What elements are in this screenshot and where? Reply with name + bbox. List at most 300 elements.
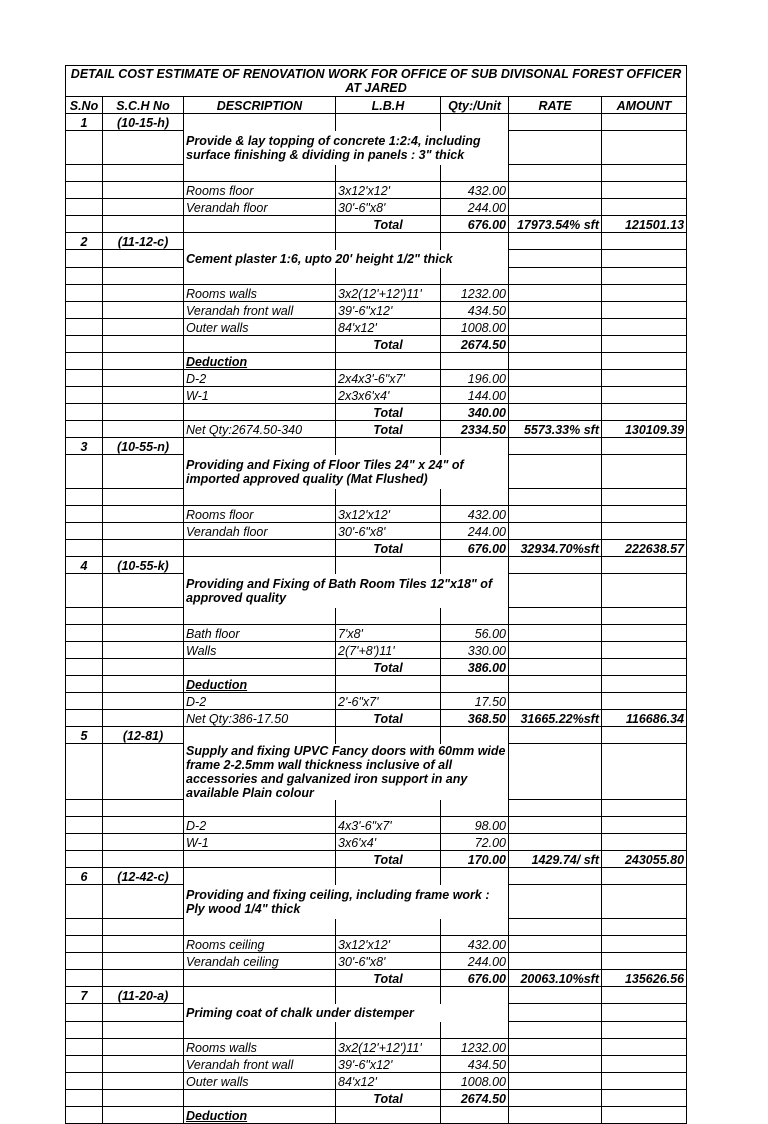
item-number: 1 [66,114,103,131]
sno-cell [66,608,103,625]
sch-cell [103,1090,184,1107]
description-cell [184,489,336,506]
amount-cell [602,1039,687,1056]
measurement-qty: 98.00 [441,817,509,834]
deduction-lbh: 2'-6"x7' [336,693,441,710]
measurement-row [66,834,687,851]
amount-cell [602,676,687,693]
deduction-row [66,370,687,387]
total-qty: 368.50 [441,710,509,727]
sch-cell [103,489,184,506]
amount-cell [602,817,687,834]
item-rate: 20063.10%sft [509,970,602,987]
sno-cell [66,302,103,319]
rate-cell [509,625,602,642]
amount-cell [602,268,687,285]
header-sno: S.No [66,97,103,114]
item-amount: 130109.39 [602,421,687,438]
lbh-cell [336,233,441,250]
sch-cell [103,216,184,233]
item-header-row [66,114,687,131]
sno-cell [66,455,103,489]
deduction-lbh: 2x3x6'x4' [336,387,441,404]
amount-cell [602,302,687,319]
lbh-cell [336,676,441,693]
item-description-row [66,250,687,268]
rate-cell [509,1056,602,1073]
item-amount: 135626.56 [602,970,687,987]
sch-cell [103,608,184,625]
rate-cell [509,727,602,744]
qty-cell [441,987,509,1004]
sno-cell [66,216,103,233]
spacer-row [66,268,687,285]
amount-cell [602,506,687,523]
qty-cell [441,800,509,817]
net-qty-note: Net Qty:2674.50-340 [184,421,336,438]
measurement-description: Outer walls [184,1073,336,1090]
description-cell [184,114,336,131]
amount-cell [602,1056,687,1073]
spacer-row [66,800,687,817]
description-cell [184,987,336,1004]
item-amount: 116686.34 [602,710,687,727]
sch-cell [103,693,184,710]
measurement-description: Outer walls [184,319,336,336]
schedule-number: (12-81) [103,727,184,744]
item-description-row [66,1004,687,1022]
description-cell [184,233,336,250]
sno-cell [66,421,103,438]
measurement-description: Rooms floor [184,182,336,199]
lbh-cell [336,868,441,885]
amount-cell [602,489,687,506]
schedule-number: (11-12-c) [103,233,184,250]
subtotal-qty: 386.00 [441,659,509,676]
sch-cell [103,1073,184,1090]
sch-cell [103,404,184,421]
deduction-qty: 144.00 [441,387,509,404]
sch-cell [103,970,184,987]
net-qty-note: Net Qty:386-17.50 [184,710,336,727]
measurement-qty: 56.00 [441,625,509,642]
sch-cell [103,953,184,970]
lbh-cell [336,727,441,744]
sno-cell [66,336,103,353]
deduction-heading-row [66,1107,687,1124]
description-cell [184,438,336,455]
sch-cell [103,165,184,182]
deduction-description: W-1 [184,387,336,404]
measurement-qty: 1008.00 [441,319,509,336]
measurement-lbh: 3x12'x12' [336,506,441,523]
measurement-description: Verandah ceiling [184,953,336,970]
sch-cell [103,523,184,540]
rate-cell [509,608,602,625]
qty-cell [441,114,509,131]
rate-cell [509,557,602,574]
amount-cell [602,336,687,353]
total-qty: 170.00 [441,851,509,868]
rate-cell [509,233,602,250]
sch-cell [103,574,184,608]
measurement-description: Verandah front wall [184,302,336,319]
item-header-row [66,868,687,885]
sch-cell [103,455,184,489]
measurement-qty: 1232.00 [441,285,509,302]
measurement-lbh: 30'-6"x8' [336,953,441,970]
measurement-row [66,1039,687,1056]
sno-cell [66,489,103,506]
measurement-qty: 434.50 [441,1056,509,1073]
sch-cell [103,659,184,676]
amount-cell [602,987,687,1004]
item-description: Providing and Fixing of Floor Tiles 24" x 24" of imported approved quality (Mat Flushed) [184,455,509,489]
item-header-row [66,233,687,250]
rate-cell [509,676,602,693]
item-amount: 243055.80 [602,851,687,868]
qty-cell [441,1107,509,1124]
amount-cell [602,404,687,421]
header-rate: RATE [509,97,602,114]
sno-cell [66,182,103,199]
description-cell [184,659,336,676]
measurement-qty: 1008.00 [441,1073,509,1090]
sch-cell [103,710,184,727]
amount-cell [602,353,687,370]
rate-cell [509,353,602,370]
description-cell [184,1022,336,1039]
total-label: Total [336,659,441,676]
description-cell [184,1090,336,1107]
amount-cell [602,557,687,574]
measurement-qty: 330.00 [441,642,509,659]
sno-cell [66,506,103,523]
item-header-row [66,987,687,1004]
amount-cell [602,574,687,608]
sch-cell [103,834,184,851]
sch-cell [103,285,184,302]
sch-cell [103,851,184,868]
measurement-description: Rooms ceiling [184,936,336,953]
measurement-row [66,319,687,336]
measurement-qty: 1232.00 [441,1039,509,1056]
sch-cell [103,182,184,199]
sno-cell [66,1107,103,1124]
item-rate: 32934.70%sft [509,540,602,557]
description-cell [184,727,336,744]
lbh-cell [336,438,441,455]
measurement-description: Rooms walls [184,1039,336,1056]
measurement-lbh: 3x2(12'+12')11' [336,1039,441,1056]
amount-cell [602,1073,687,1090]
total-label: Total [336,1090,441,1107]
item-rate: 17973.54% sft [509,216,602,233]
sno-cell [66,800,103,817]
item-total-row [66,710,687,727]
measurement-row [66,302,687,319]
total-label: Total [336,336,441,353]
header-description: DESCRIPTION [184,97,336,114]
amount-cell [602,936,687,953]
amount-cell [602,1090,687,1107]
qty-cell [441,353,509,370]
measurement-row [66,625,687,642]
rate-cell [509,131,602,165]
item-total-row [66,421,687,438]
rate-cell [509,919,602,936]
measurement-description: W-1 [184,834,336,851]
description-cell [184,608,336,625]
item-description-row [66,744,687,800]
sno-cell [66,250,103,268]
sno-cell [66,165,103,182]
item-description: Providing and Fixing of Bath Room Tiles 12"x18" of approved quality [184,574,509,608]
lbh-cell [336,489,441,506]
lbh-cell [336,114,441,131]
measurement-description: Walls [184,642,336,659]
sno-cell [66,285,103,302]
rate-cell [509,868,602,885]
description-cell [184,268,336,285]
measurement-description: Rooms walls [184,285,336,302]
amount-cell [602,727,687,744]
qty-cell [441,438,509,455]
rate-cell [509,953,602,970]
amount-cell [602,131,687,165]
measurement-row [66,199,687,216]
item-description-row [66,131,687,165]
amount-cell [602,625,687,642]
qty-cell [441,868,509,885]
sno-cell [66,1004,103,1022]
sch-cell [103,1107,184,1124]
total-qty: 676.00 [441,970,509,987]
net-qty-note [184,216,336,233]
sno-cell [66,523,103,540]
qty-cell [441,557,509,574]
schedule-number: (10-55-k) [103,557,184,574]
total-label: Total [336,216,441,233]
measurement-description: Verandah floor [184,523,336,540]
sno-cell [66,817,103,834]
measurement-row [66,506,687,523]
amount-cell [602,953,687,970]
amount-cell [602,370,687,387]
amount-cell [602,438,687,455]
lbh-cell [336,919,441,936]
sno-cell [66,574,103,608]
sch-cell [103,1056,184,1073]
deduction-total-qty: 340.00 [441,404,509,421]
lbh-cell [336,1107,441,1124]
rate-cell [509,370,602,387]
amount-cell [602,885,687,919]
sno-cell [66,1022,103,1039]
sch-cell [103,885,184,919]
rate-cell [509,1022,602,1039]
rate-cell [509,642,602,659]
measurement-row [66,285,687,302]
sch-cell [103,642,184,659]
measurement-qty: 434.50 [441,302,509,319]
item-description: Provide & lay topping of concrete 1:2:4, including surface finishing & dividing in panels : 3" thick [184,131,509,165]
qty-cell [441,608,509,625]
rate-cell [509,455,602,489]
sch-cell [103,387,184,404]
measurement-lbh: 84'x12' [336,319,441,336]
measurement-qty: 432.00 [441,936,509,953]
measurement-row [66,936,687,953]
rate-cell [509,936,602,953]
rate-cell [509,885,602,919]
sno-cell [66,693,103,710]
measurement-description: Verandah floor [184,199,336,216]
measurement-row [66,953,687,970]
sch-cell [103,936,184,953]
item-rate: 31665.22%sft [509,710,602,727]
measurement-row [66,182,687,199]
amount-cell [602,165,687,182]
qty-cell [441,1022,509,1039]
amount-cell [602,114,687,131]
total-label: Total [336,851,441,868]
sno-cell [66,744,103,800]
sno-cell [66,885,103,919]
schedule-number: (10-15-h) [103,114,184,131]
net-qty-note [184,970,336,987]
subtotal-row [66,336,687,353]
sno-cell [66,642,103,659]
sch-cell [103,421,184,438]
rate-cell [509,744,602,800]
sch-cell [103,250,184,268]
item-rate: 1429.74/ sft [509,851,602,868]
header-row [66,97,687,114]
measurement-lbh: 84'x12' [336,1073,441,1090]
rate-cell [509,489,602,506]
lbh-cell [336,800,441,817]
deduction-heading: Deduction [184,353,336,370]
item-description-row [66,455,687,489]
measurement-lbh: 39'-6"x12' [336,1056,441,1073]
subtotal-row [66,1090,687,1107]
rate-cell [509,1004,602,1022]
sno-cell [66,625,103,642]
deduction-qty: 196.00 [441,370,509,387]
sno-cell [66,268,103,285]
sno-cell [66,970,103,987]
rate-cell [509,1073,602,1090]
total-label: Total [336,970,441,987]
amount-cell [602,1004,687,1022]
qty-cell [441,919,509,936]
item-description: Providing and fixing ceiling, including frame work : Ply wood 1/4" thick [184,885,509,919]
sch-cell [103,1004,184,1022]
sch-cell [103,199,184,216]
measurement-lbh: 3x12'x12' [336,182,441,199]
description-cell [184,919,336,936]
total-label: Total [336,710,441,727]
sch-cell [103,506,184,523]
lbh-cell [336,557,441,574]
sch-cell [103,800,184,817]
rate-cell [509,387,602,404]
sno-cell [66,710,103,727]
spacer-row [66,1022,687,1039]
sno-cell [66,370,103,387]
sno-cell [66,404,103,421]
amount-cell [602,642,687,659]
rate-cell [509,165,602,182]
sch-cell [103,1022,184,1039]
amount-cell [602,182,687,199]
sch-cell [103,319,184,336]
subtotal-qty: 2674.50 [441,336,509,353]
deduction-description: D-2 [184,693,336,710]
deduction-description: D-2 [184,370,336,387]
item-rate: 5573.33% sft [509,421,602,438]
sch-cell [103,1039,184,1056]
measurement-lbh: 3x2(12'+12')11' [336,285,441,302]
rate-cell [509,693,602,710]
rate-cell [509,659,602,676]
rate-cell [509,1039,602,1056]
description-cell [184,165,336,182]
measurement-description: Rooms floor [184,506,336,523]
total-label: Total [336,540,441,557]
rate-cell [509,506,602,523]
deduction-lbh: 2x4x3'-6"x7' [336,370,441,387]
rate-cell [509,285,602,302]
rate-cell [509,1107,602,1124]
rate-cell [509,800,602,817]
header-qty-unit: Qty:/Unit [441,97,509,114]
item-amount: 222638.57 [602,540,687,557]
qty-cell [441,727,509,744]
spacer-row [66,165,687,182]
measurement-description: Bath floor [184,625,336,642]
sch-cell [103,268,184,285]
lbh-cell [336,987,441,1004]
item-number: 2 [66,233,103,250]
sno-cell [66,131,103,165]
total-qty: 2334.50 [441,421,509,438]
rate-cell [509,817,602,834]
sno-cell [66,1039,103,1056]
deduction-row [66,387,687,404]
sno-cell [66,540,103,557]
sch-cell [103,625,184,642]
sch-cell [103,370,184,387]
item-header-row [66,438,687,455]
header-lbh: L.B.H [336,97,441,114]
schedule-number: (11-20-a) [103,987,184,1004]
amount-cell [602,693,687,710]
description-cell [184,557,336,574]
amount-cell [602,285,687,302]
deduction-heading: Deduction [184,676,336,693]
item-total-row [66,851,687,868]
deduction-heading-row [66,353,687,370]
amount-cell [602,800,687,817]
deduction-qty: 17.50 [441,693,509,710]
measurement-lbh: 30'-6"x8' [336,523,441,540]
sno-cell [66,1056,103,1073]
measurement-lbh: 7'x8' [336,625,441,642]
amount-cell [602,659,687,676]
sno-cell [66,659,103,676]
